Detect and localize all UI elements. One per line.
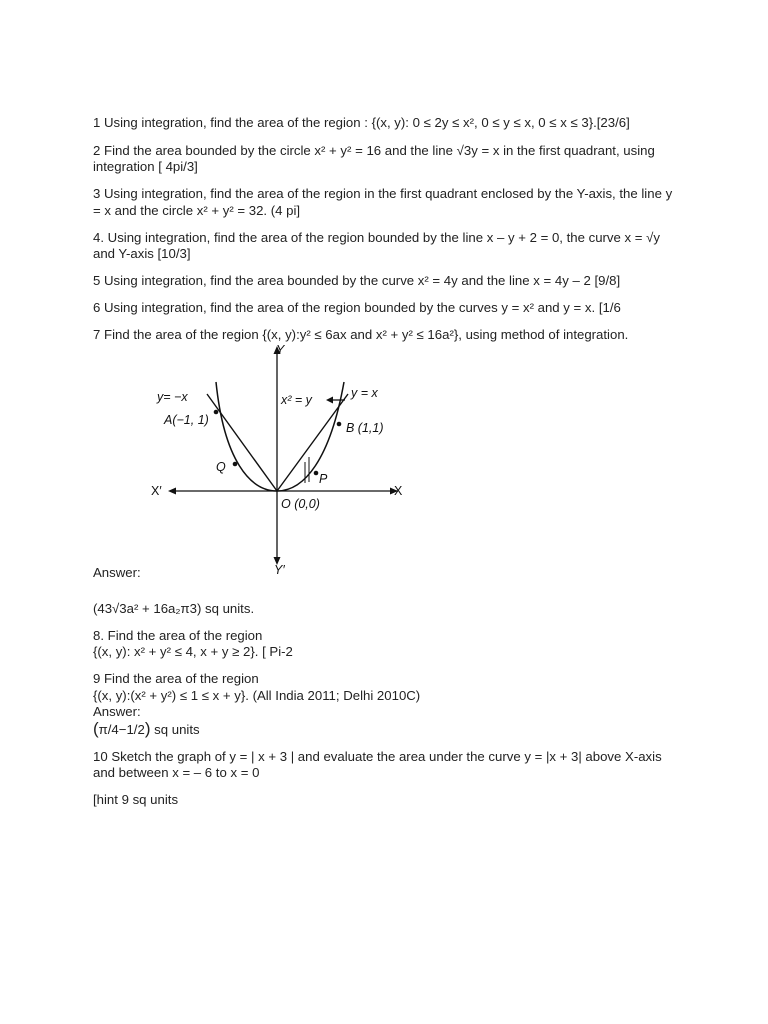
x-axis-neg-label: X′: [151, 484, 162, 498]
question-text: Using integration, find the area of the region in the first quadrant enclosed by the Y-axis, the line y = x and the circle x² + y² = 32. (4 pi]: [93, 186, 673, 218]
question-3: [93, 186, 683, 219]
figure-svg: [150, 340, 410, 580]
hint-text: [hint 9 sq units: [93, 792, 179, 807]
line-y-neg-x: [207, 394, 277, 491]
question-9-line-2: {(x, y):(x² + y²) ≤ 1 ≤ x + y}. (All India 2011; Delhi 2010C): [93, 687, 421, 703]
question-text: Using integration, find the area of the region bounded by the curves y = x² and y = x. [1/6: [100, 300, 621, 315]
answer-section: [93, 565, 683, 819]
point-a-dot: [214, 410, 219, 415]
origin-label: O (0,0): [281, 497, 320, 511]
question-5: [93, 273, 683, 290]
question-6: [93, 300, 683, 317]
question-2: [93, 143, 683, 176]
question-number: 7: [93, 327, 101, 342]
answer-expression: π/4−1/2: [98, 721, 145, 737]
parabola-label: x² = y: [281, 393, 312, 407]
answer-close-paren: ): [144, 718, 151, 738]
question-9-answer-label: Answer:: [93, 704, 141, 719]
question-number: 3: [93, 186, 101, 201]
question-1: [93, 115, 683, 132]
question-number: 4.: [93, 229, 104, 245]
answer-7-value: (43√3a² + 16a₂π3) sq units.: [93, 600, 255, 616]
question-8-line-2: {(x, y): x² + y² ≤ 4, x + y ≥ 2}. [ Pi-2: [93, 644, 293, 659]
answer-unit: sq units: [150, 721, 200, 737]
line-y-pos-x: [277, 394, 348, 491]
y-axis-label: Y: [276, 343, 285, 357]
x-axis-arrow-left: [168, 488, 176, 495]
y-axis-neg-label: Y′: [274, 563, 285, 577]
question-number: 1: [93, 115, 101, 130]
question-number: 5: [93, 273, 101, 288]
question-9: [93, 671, 683, 738]
line-pos-label: y = x: [351, 386, 378, 400]
point-b-label: B (1,1): [346, 421, 384, 435]
point-q-label: Q: [216, 460, 226, 474]
question-text: Using integration, find the area of the region : {(x, y): 0 ≤ 2y ≤ x², 0 ≤ y ≤ x, 0 ≤ x ≤ 3}.[23/6]: [100, 115, 630, 130]
point-p-label: P: [319, 472, 328, 486]
question-8: [93, 628, 683, 661]
question-9-line-1: 9 Find the area of the region: [93, 671, 259, 686]
question-4: [93, 230, 683, 263]
question-text: Find the area of the region {(x, y):y² ≤ 6ax and x² + y² ≤ 16a²}, using method of integration.: [100, 327, 629, 342]
point-a-label: A(−1, 1): [164, 413, 209, 427]
parabola-figure: [150, 340, 410, 580]
question-8-line-1: 8. Find the area of the region: [93, 627, 263, 643]
x-axis-label: X: [394, 484, 403, 498]
point-b-dot: [337, 422, 342, 427]
line-neg-label: y= −x: [157, 390, 188, 404]
answer-open-paren: (: [93, 718, 99, 738]
question-10: 10 Sketch the graph of y = | x + 3 | and evaluate the area under the curve y = |x + 3| above X-axis and between x = – 6 to x = 0: [93, 748, 662, 780]
question-text: Using integration, find the area bounded by the curve x² = 4y and the line x = 4y – 2 [9/8]: [100, 273, 621, 288]
point-p-dot: [314, 471, 319, 476]
question-text: Find the area bounded by the circle x² + y² = 16 and the line √3y = x in the first quadrant, using integration [ 4pi/3]: [93, 142, 655, 174]
question-number: 6: [93, 300, 101, 315]
answer-7-label: Answer:: [93, 565, 141, 580]
question-9-answer: [93, 718, 683, 739]
question-number: 2: [93, 142, 101, 158]
point-q-dot: [233, 462, 238, 467]
question-list: [93, 115, 683, 354]
question-text: Using integration, find the area of the region bounded by the line x – y + 2 = 0, the curve x = √y and Y-axis [10/3]: [93, 229, 660, 261]
parabola-label-arrowhead: [326, 397, 333, 404]
